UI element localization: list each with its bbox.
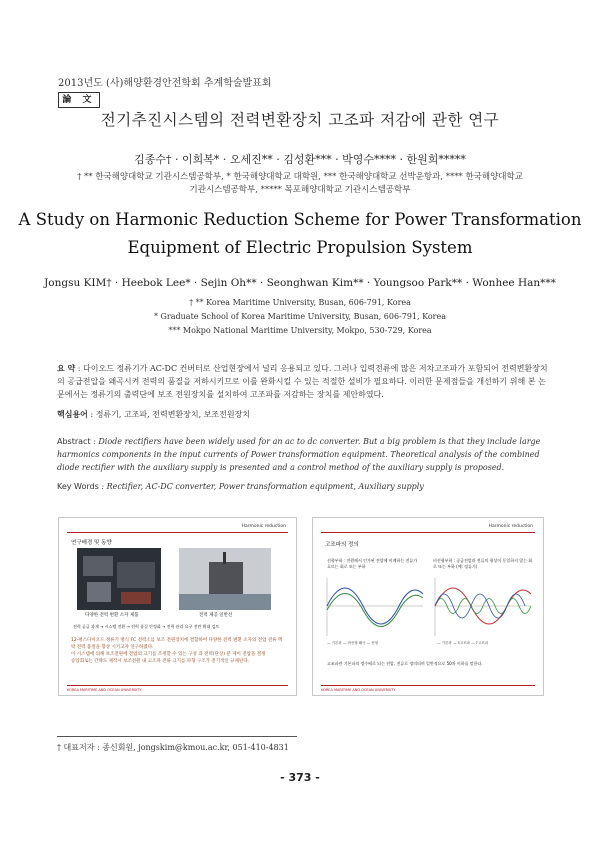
linear-load-waveform xyxy=(323,576,427,638)
english-keywords xyxy=(57,480,550,493)
slide-harmonic-definition xyxy=(312,517,544,696)
korean-keywords-text: : 정류기, 고조파, 전력변환장치, 보조전원장치 xyxy=(87,410,251,419)
conference-name: 2013년도 (사)해양환경안전학회 추계학술발표회 xyxy=(58,78,272,89)
english-title-line-1: A Study on Harmonic Reduction Scheme for Power Transformation xyxy=(18,210,582,229)
korean-affiliation-line-1: † ** 한국해양대학교 기관시스템공학부, * 한국해양대학교 대학원, *** 한국해양대학교 선박운항과, **** 한국해양대학교 xyxy=(77,172,523,182)
slide-body xyxy=(71,637,285,665)
korean-abstract xyxy=(57,362,550,401)
english-abstract-label: Abstract xyxy=(57,437,91,446)
korean-abstract-label: 요 약 xyxy=(57,364,76,373)
english-abstract-text: : Diode rectifiers have been widely used for an ac to dc converter. But a big problem is that they include large harmonics components in the input currents of Power transformation equipment. Theoretical analysis of the combined diode rectifier with the auxiliary supply is presented and a control method of the auxiliary supply is proposed. xyxy=(57,437,541,472)
slide-research-background xyxy=(58,517,297,696)
legend-item: — 기본파 xyxy=(327,641,342,645)
slide-divider xyxy=(321,532,535,533)
korean-keywords-label: 핵심용어 xyxy=(57,410,88,419)
legend-item: — 기본파 xyxy=(437,641,452,645)
slide-footer: KOREA MARITIME AND OCEAN UNIVERSITY xyxy=(67,688,142,692)
legend-item: — 5고조파 xyxy=(452,641,470,645)
english-keywords-label: Key Words xyxy=(57,482,99,491)
power-devices-photo xyxy=(77,548,161,610)
slide-flow: 전력 공급 과제 → 시스템 전환 → 전력 품질 안정화 → 전력 관리 요구 전반 확대 검토 xyxy=(73,624,220,629)
english-authors: Jongsu KIM† · Heebok Lee* · Sejin Oh** · Seonghwan Kim** · Youngsoo Park** · Wonhee Han*** xyxy=(44,277,556,289)
english-keywords-text: : Rectifier, AC-DC converter, Power transformation equipment, Auxiliary supply xyxy=(98,482,424,491)
slide-body-line: 이 시스템에 의해 보조전원에 전압의 크기를 조정할 수 있는 구성 과 전력(단상) 분 제어 전압을 결정 xyxy=(71,652,266,657)
section-tag: 論 文 xyxy=(58,92,100,108)
english-affiliation-line-1: † ** Korea Maritime University, Busan, 606-791, Korea xyxy=(189,298,411,307)
slide-header: Harmonic reduction xyxy=(488,524,533,529)
slide-footer: KOREA MARITIME AND OCEAN UNIVERSITY xyxy=(321,688,396,692)
slide-body-line: 락 전력 품질을 향상 시키고자 연구하였다. xyxy=(71,645,154,650)
nonlinear-load-waveform xyxy=(431,576,535,638)
legend-item: — 선형 xyxy=(366,641,379,645)
korean-affiliation-line-2: 기관시스템공학부, ***** 목포해양대학교 기관시스템공학부 xyxy=(189,185,411,195)
slide-title: 고조파의 정의 xyxy=(325,542,359,548)
korean-title: 전기추진시스템의 전력변환장치 고조파 저감에 관한 연구 xyxy=(100,111,500,129)
english-abstract xyxy=(57,435,550,474)
slide-body-line: 승압회로는 간략도 제작시 보조전원 내 고조파 전류 크기를 파형 구조가 전기적인 규제된다. xyxy=(71,659,250,664)
offshore-vessel-photo xyxy=(179,548,271,610)
caption-left: 다양한 전력 변환 소자 제품 xyxy=(85,613,139,618)
slide-footer-divider xyxy=(321,685,535,686)
slide-header: Harmonic reduction xyxy=(241,524,286,529)
slide-text-left: 선형부하 : 전원에서 인가된 전압에 비례하는 전류가 흐르는 회로 또는 부하 xyxy=(327,558,418,569)
slide-text-right: 비선형부하 : 공급전압과 전류의 형상이 동일하지 않는 회로 또는 부하 (예: 정류기) xyxy=(433,558,533,569)
caption-right: 전력 제공 일반선 xyxy=(199,613,233,618)
legend-left xyxy=(327,641,378,646)
slide-title: 연구배경 및 동향 xyxy=(71,540,112,546)
korean-authors: 김종수† · 이희복* · 오세진** · 김성환*** · 박영수**** · 한원희***** xyxy=(134,153,466,166)
slide-divider xyxy=(67,532,288,533)
english-title-line-2: Equipment of Electric Propulsion System xyxy=(127,238,473,257)
korean-abstract-text: : 다이오드 정류기가 AC-DC 컨버터로 산업현장에서 널리 응용되고 있다. 그러나 입력전류에 많은 저차고조파가 포함되어 전력변환장치의 공급전압을 왜곡시켜 전력의 품질을 저하시키므로 이를 완화시킬 수 있는 적절한 설비가 필요하다. 이러한 문제점들을 개선하기 위해 본 논문에서는 정류기의 출력단에 보조 전원장치를 설치하여 고조파를 저감하는 장치를 제안하였다. xyxy=(57,364,548,399)
english-affiliation-line-3: *** Mokpo National Maritime University, Mokpo, 530-729, Korea xyxy=(168,326,432,335)
slide-body-line: 12-펄스다이오드 정류기 방식 FC 전력소를 보조 전원장치에 결합하여 다양한 전력 변환 소자의 전압 전류 맥 xyxy=(71,638,283,643)
legend-right xyxy=(437,641,488,646)
legend-item: — 비선형 왜곡 xyxy=(342,641,366,645)
english-affiliation-line-2: * Graduate School of Korea Maritime University, Busan, 606-791, Korea xyxy=(154,312,446,321)
korean-keywords xyxy=(57,408,550,421)
legend-item: — 7고조파 xyxy=(471,641,488,645)
corresponding-author-footnote: † 대표저자 : 종신회원, jongskim@kmou.ac.kr, 051-410-4831 xyxy=(57,743,289,752)
page-number: - 373 - xyxy=(280,771,320,784)
slide-bottom-text: 고조파란 기본파의 정수배로 되는 전압, 전류로 정의되며 일반적으로 50차 이하를 말한다. xyxy=(327,661,483,666)
footnote-divider xyxy=(57,736,297,737)
slide-footer-divider xyxy=(67,685,288,686)
